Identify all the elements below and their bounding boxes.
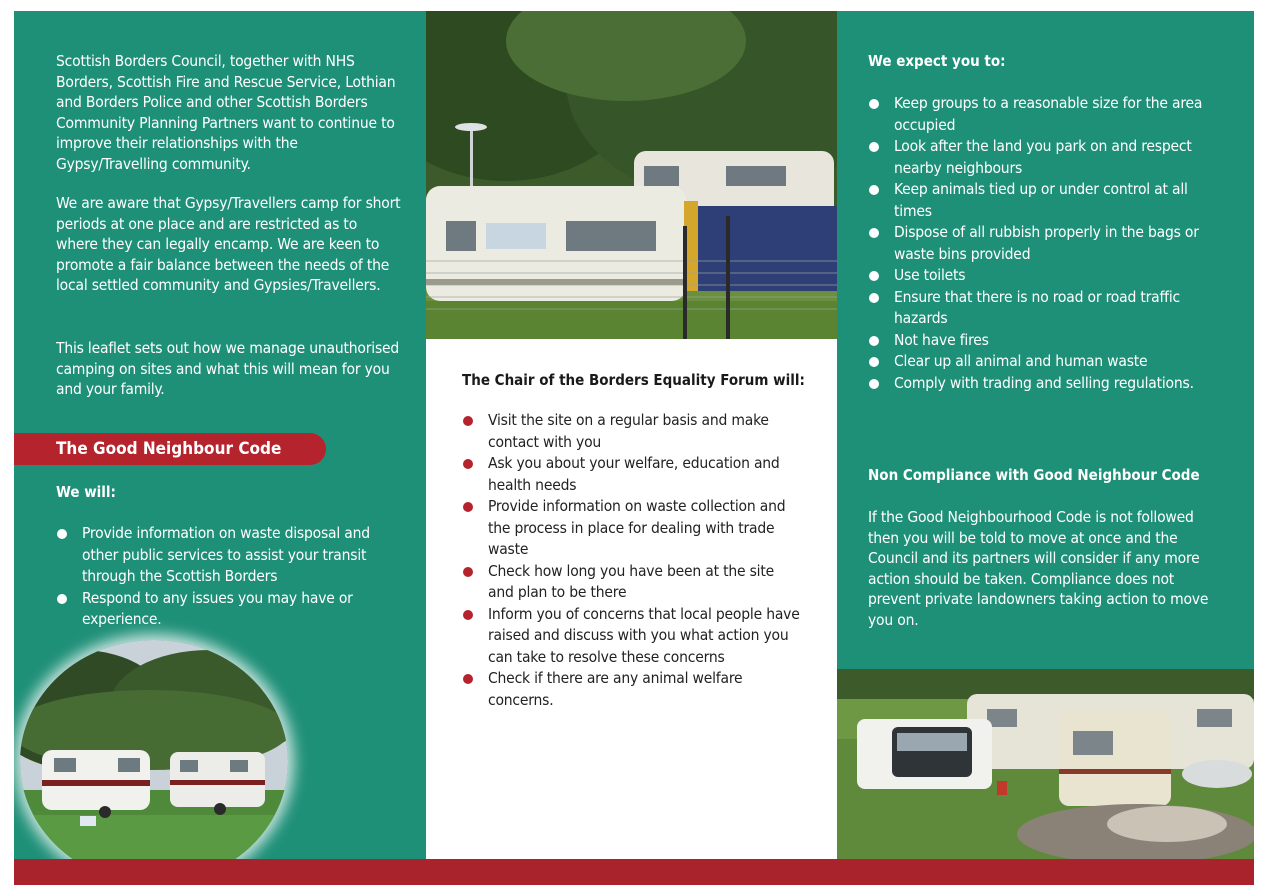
non-compliance-text: If the Good Neighbourhood Code is not followed then you will be told to move at once and the Council and its partners will consider if any more action should be taken. Compliance does not prevent private landowners taking action to move you on.	[868, 508, 1209, 629]
we-expect-heading: We expect you to:	[868, 52, 1006, 70]
list-item	[56, 523, 406, 588]
chair-heading: The Chair of the Borders Equality Forum will:	[462, 371, 805, 389]
bullet-icon	[869, 357, 879, 367]
list-item-text: Provide information on waste collection and the process in place for dealing with trade waste	[488, 497, 786, 558]
list-item-text: Clear up all animal and human waste	[894, 352, 1148, 370]
list-item-text: Check if there are any animal welfare concerns.	[488, 669, 743, 709]
we-expect-list	[868, 93, 1218, 394]
list-item	[868, 222, 1218, 265]
list-item-text: Keep groups to a reasonable size for the area occupied	[894, 94, 1203, 134]
bullet-icon	[463, 567, 473, 577]
non-compliance-heading: Non Compliance with Good Neighbour Code	[868, 466, 1200, 484]
list-item-text: Not have fires	[894, 330, 989, 349]
list-item-text: Comply with trading and selling regulations.	[894, 373, 1194, 392]
list-item	[868, 330, 1218, 352]
list-item-text: Keep animals tied up or under control at all times	[894, 180, 1188, 220]
bullet-icon	[57, 529, 67, 539]
bullet-icon	[463, 674, 473, 684]
list-item-text: Look after the land you park on and respect nearby neighbours	[894, 137, 1192, 177]
bullet-icon	[869, 185, 879, 195]
list-item	[868, 287, 1218, 330]
bullet-icon	[869, 142, 879, 152]
list-item	[462, 496, 802, 561]
bullet-icon	[869, 379, 879, 389]
bullet-icon	[463, 502, 473, 512]
list-item	[868, 93, 1218, 136]
list-item	[868, 179, 1218, 222]
camp-with-rubbish-photo	[837, 669, 1254, 859]
bullet-icon	[869, 228, 879, 238]
list-item	[868, 373, 1218, 395]
bullet-icon	[463, 416, 473, 426]
left-panel	[14, 11, 426, 859]
caravan-field-photo	[20, 640, 288, 884]
we-will-heading: We will:	[56, 483, 116, 501]
list-item	[462, 604, 802, 669]
good-neighbour-code-banner: The Good Neighbour Code	[14, 433, 326, 465]
list-item-text: Visit the site on a regular basis and make contact with you	[488, 411, 769, 451]
bullet-icon	[869, 99, 879, 109]
intro-paragraph-1: Scottish Borders Council, together with NHS Borders, Scottish Fire and Rescue Service, Lothian and Borders Police and other Scottish Borders Community Planning Partners want to continue to improve their relationships with the Gypsy/Travelling community.	[56, 52, 396, 173]
bullet-icon	[463, 459, 473, 469]
middle-panel	[426, 11, 837, 859]
bullet-icon	[869, 271, 879, 281]
list-item	[868, 136, 1218, 179]
intro-paragraph-2: We are aware that Gypsy/Travellers camp for short periods at one place and are restricted as to where they can legally encamp. We are keen to promote a fair balance between the needs of the local settled community and Gypsies/Travellers.	[56, 194, 401, 294]
list-item	[56, 588, 406, 631]
bullet-icon	[869, 293, 879, 303]
list-item	[462, 668, 802, 711]
chair-duties-list	[462, 410, 802, 711]
bullet-icon	[463, 610, 473, 620]
intro-paragraph-3: This leaflet sets out how we manage unauthorised camping on sites and what this will mean for you and your family.	[56, 339, 400, 398]
list-item-text: Ensure that there is no road or road traffic hazards	[894, 287, 1181, 327]
list-item-text: Ask you about your welfare, education and health needs	[488, 454, 780, 494]
bullet-icon	[869, 336, 879, 346]
list-item	[462, 453, 802, 496]
bullet-icon	[57, 594, 67, 604]
list-item	[462, 561, 802, 604]
circular-photo-frame	[14, 636, 289, 886]
footer-bar	[14, 859, 1254, 885]
caravan-site-photo	[426, 11, 837, 339]
list-item-text: Use toilets	[894, 266, 966, 284]
list-item-text: Respond to any issues you may have or experience.	[82, 588, 353, 628]
list-item-text: Provide information on waste disposal and other public services to assist your transit through the Scottish Borders	[82, 524, 370, 585]
list-item	[868, 265, 1218, 287]
list-item-text: Check how long you have been at the site and plan to be there	[488, 561, 774, 601]
list-item-text: Inform you of concerns that local people have raised and discuss with you what action you can take to resolve these concerns	[488, 604, 800, 666]
list-item	[462, 410, 802, 453]
list-item	[868, 351, 1218, 373]
right-panel	[837, 11, 1254, 859]
we-will-list	[56, 523, 406, 631]
list-item-text: Dispose of all rubbish properly in the bags or waste bins provided	[894, 223, 1199, 263]
